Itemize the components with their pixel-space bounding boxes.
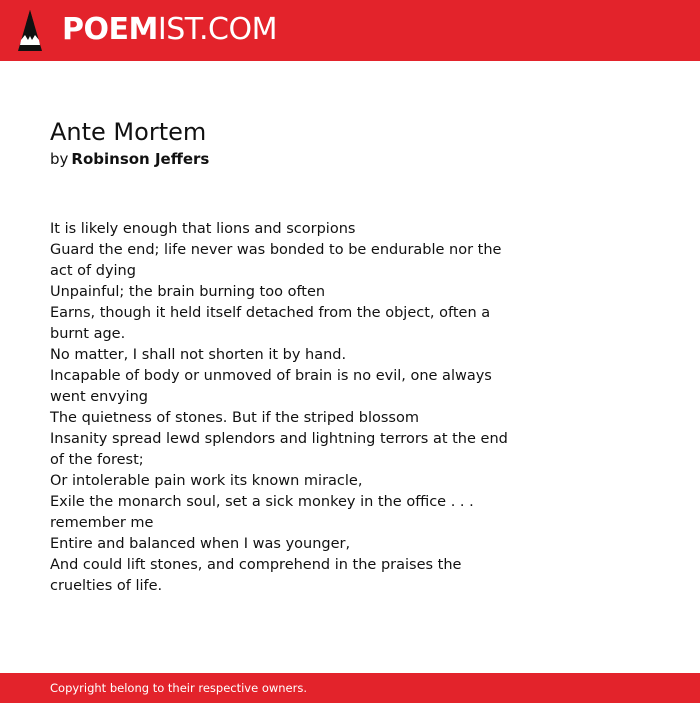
logo-bold-text: POEM [62, 12, 158, 47]
poem-line: Incapable of body or unmoved of brain is no evil, one always went envying [50, 368, 497, 405]
poem-line: Entire and balanced when I was younger, [50, 536, 351, 552]
site-header [0, 0, 700, 61]
poem-title: Ante Mortem [50, 118, 207, 146]
poem-body [50, 219, 513, 597]
poem-line: Exile the monarch soul, set a sick monkey in the office . . . remember me [50, 494, 479, 531]
logo-light-text: IST.COM [157, 12, 277, 47]
copyright-notice: Copyright belong to their respective owners. [50, 681, 308, 695]
pencil-tip-icon[interactable] [18, 10, 42, 51]
poem-line: It is likely enough that lions and scorpions [50, 221, 356, 237]
poem-line: Unpainful; the brain burning too often [50, 284, 326, 300]
author-name: Robinson Jeffers [71, 150, 210, 168]
poem-line: Earns, though it held itself detached from the object, often a burnt age. [50, 305, 495, 342]
poem-line: Guard the end; life never was bonded to be endurable nor the act of dying [50, 242, 507, 279]
poem-line: And could lift stones, and comprehend in the praises the cruelties of life. [50, 557, 467, 594]
poem-line: Insanity spread lewd splendors and lightning terrors at the end of the forest; [50, 431, 513, 468]
poem-line: Or intolerable pain work its known miracle, [50, 473, 363, 489]
by-label: by [50, 150, 69, 168]
site-footer [0, 673, 700, 703]
site-logo[interactable] [62, 12, 277, 48]
poem-line: No matter, I shall not shorten it by hand. [50, 347, 347, 363]
poem-line: The quietness of stones. But if the striped blossom [50, 410, 419, 426]
poem-byline [50, 149, 209, 169]
